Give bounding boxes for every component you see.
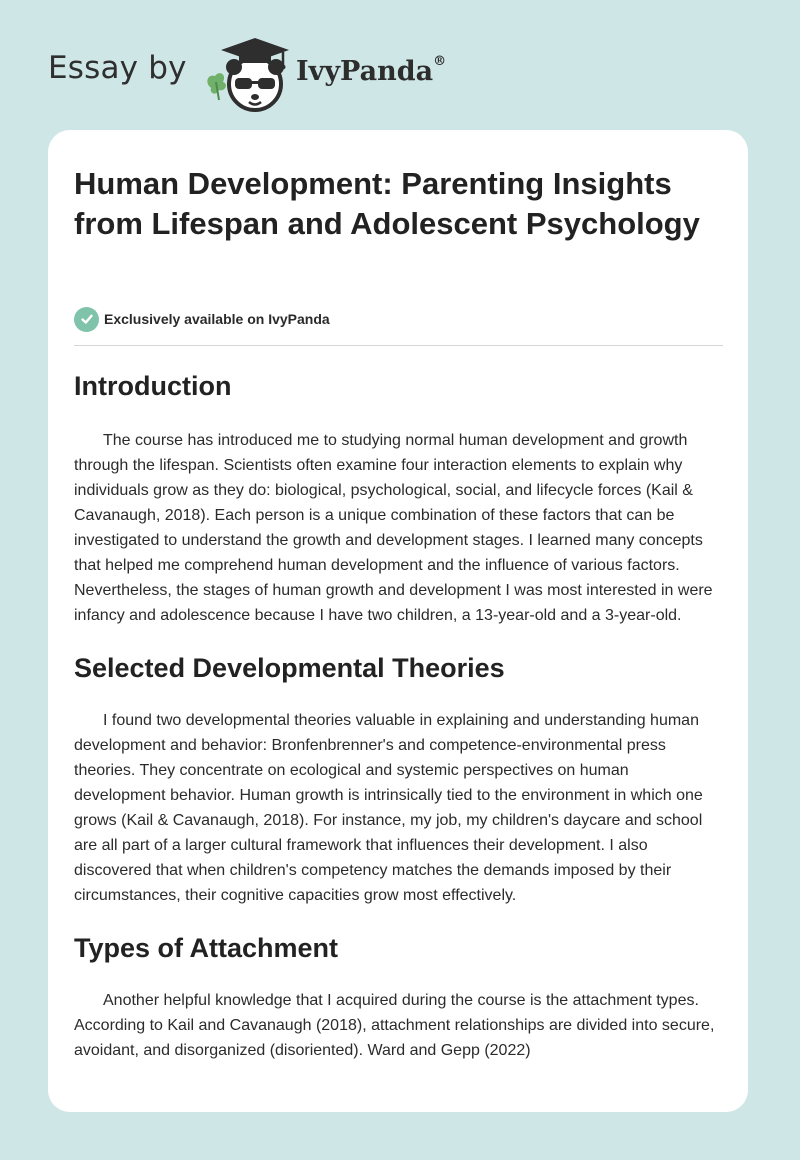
panda-logo-icon[interactable] xyxy=(203,34,293,114)
checkmark-icon xyxy=(74,307,99,332)
brand-name-text: IvyPanda xyxy=(296,56,434,87)
brand-prefix: Essay by xyxy=(48,50,187,86)
page-title: Human Development: Parenting Insights from Lifespan and Adolescent Psychology xyxy=(74,166,700,241)
section-paragraph-introduction: The course has introduced me to studying normal human development and growth through the lifespan. Scientists often examine four interaction elements to explain why individuals grow as they do: biological, psychological, social, and lifecycle forces (Kail & Cavanaugh, 2018). Each person is a unique combination of these factors that can be investigated to understand the growth and development stages. I learned many concepts that helped me comprehend human development and the influence of various factors. Nevertheless, the stages of human growth and development I was most interested in were infancy and adolescence because I have two children, a 13-year-old and a 3-year-old. xyxy=(74,432,713,624)
section-heading-attachment: Types of Attachment xyxy=(74,933,339,963)
registered-mark: ® xyxy=(433,54,447,69)
exclusive-badge xyxy=(74,306,330,332)
exclusive-badge-label: Exclusively available on IvyPanda xyxy=(104,311,330,327)
essay-body xyxy=(74,366,724,1063)
section-paragraph-attachment: Another helpful knowledge that I acquired during the course is the attachment types. According to Kail and Cavanaugh (2018), attachment relationships are divided into secure, avoidant, and disorganized (disoriented). Ward and Gepp (2022) xyxy=(74,992,715,1059)
section-heading-introduction: Introduction xyxy=(74,371,232,401)
section-heading-theories: Selected Developmental Theories xyxy=(74,653,505,683)
section-paragraph-theories: I found two developmental theories valuable in explaining and understanding human development and behavior: Bronfenbrenner's and competence-environmental press theories. They concentrate on ecological and systemic perspectives on human development behavior. Human growth is intrinsically tied to the environment in which one grows (Kail & Cavanaugh, 2018). For instance, my job, my children's daycare and school are all part of a larger cultural framework that influences their development. I also discovered that when children's competency matches the demands imposed by their circumstances, their cognitive capacities grow most effectively. xyxy=(74,712,703,904)
title-divider xyxy=(74,345,723,346)
brand-name[interactable] xyxy=(296,56,446,87)
site-header xyxy=(48,34,508,114)
essay-card xyxy=(48,130,748,1112)
